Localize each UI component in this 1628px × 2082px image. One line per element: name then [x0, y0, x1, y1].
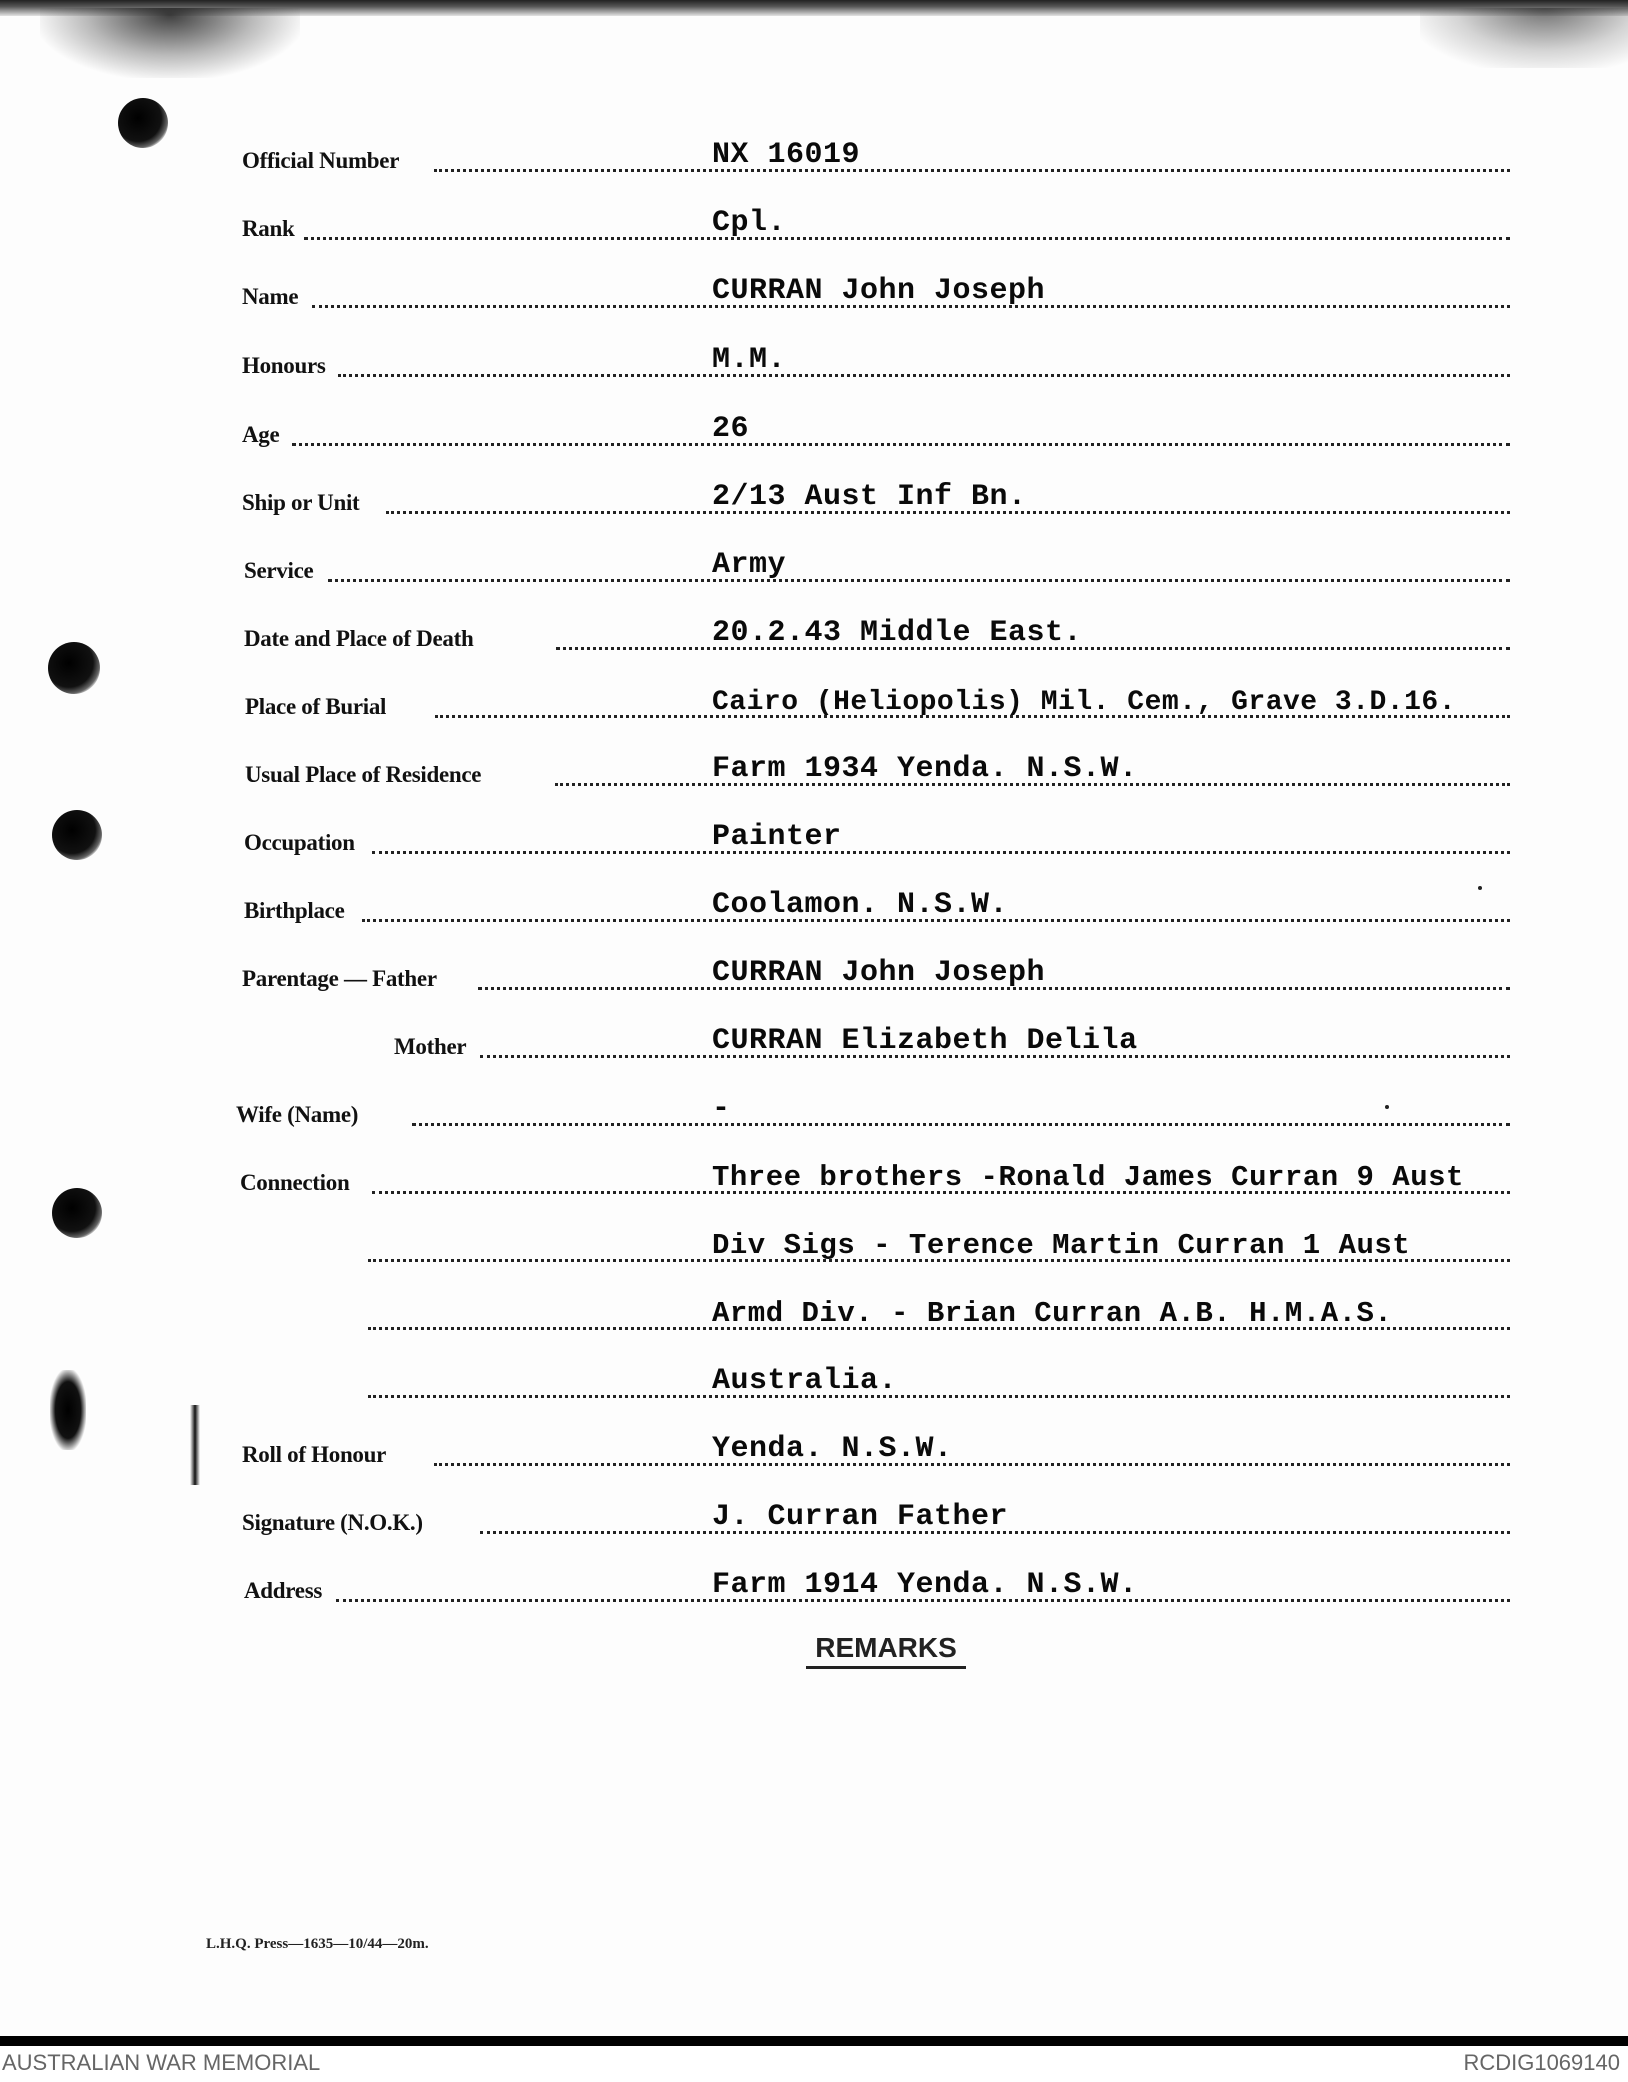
field-value: CURRAN John Joseph	[712, 274, 1046, 308]
field-label: Official Number	[242, 148, 400, 173]
printer-note: L.H.Q. Press—1635—10/44—20m.	[206, 1936, 429, 1952]
field-value: Australia.	[712, 1364, 898, 1398]
field-value: 20.2.43 Middle East.	[712, 616, 1083, 650]
form-row	[0, 208, 1628, 244]
form-row	[0, 754, 1628, 790]
field-value: Farm 1914 Yenda. N.S.W.	[712, 1568, 1138, 1602]
field-label: Name	[242, 284, 299, 309]
field-dotted-line	[412, 1123, 1510, 1126]
scan-speck	[1478, 886, 1482, 890]
field-value: -	[712, 1092, 731, 1126]
form-row	[0, 686, 1628, 722]
field-value: CURRAN Elizabeth Delila	[712, 1024, 1138, 1058]
scan-smudge-left	[40, 8, 300, 78]
field-value: M.M.	[712, 343, 787, 377]
field-label: Occupation	[244, 830, 355, 855]
field-value: Three brothers -Ronald James Curran 9 Aust	[712, 1161, 1464, 1194]
form-row	[0, 1502, 1628, 1538]
field-value: Painter	[712, 820, 842, 854]
footer-institution: AUSTRALIAN WAR MEMORIAL	[2, 2050, 321, 2075]
field-label: Age	[242, 422, 280, 447]
field-label: Birthplace	[244, 898, 345, 923]
form-row	[0, 1570, 1628, 1606]
field-label: Signature (N.O.K.)	[242, 1510, 423, 1535]
form-row	[0, 1230, 1628, 1266]
field-value: Cpl.	[712, 206, 787, 240]
field-label: Roll of Honour	[242, 1442, 387, 1467]
field-label: Parentage — Father	[242, 966, 437, 991]
footer-record-id: RCDIG1069140	[1463, 2050, 1620, 2075]
field-label: Honours	[242, 353, 326, 378]
field-dotted-line	[328, 579, 1510, 582]
scan-bottom-edge	[0, 2036, 1628, 2046]
form-row	[0, 482, 1628, 518]
form-row	[0, 1366, 1628, 1402]
form-row	[0, 1094, 1628, 1130]
field-label: Date and Place of Death	[244, 626, 474, 651]
field-value: Army	[712, 548, 787, 582]
field-label: Place of Burial	[245, 694, 387, 719]
field-value: 2/13 Aust Inf Bn.	[712, 480, 1027, 514]
field-dotted-line	[368, 1395, 1510, 1398]
field-value: NX 16019	[712, 138, 861, 172]
form-row	[0, 1026, 1628, 1062]
field-value: Farm 1934 Yenda. N.S.W.	[712, 752, 1138, 786]
field-value: Div Sigs - Terence Martin Curran 1 Aust	[712, 1229, 1411, 1262]
field-value: Armd Div. - Brian Curran A.B. H.M.A.S.	[712, 1297, 1393, 1330]
form-row	[0, 276, 1628, 312]
field-label: Mother	[394, 1034, 467, 1059]
scan-speck	[1385, 1105, 1389, 1109]
field-label: Rank	[242, 216, 295, 241]
form-row	[0, 1298, 1628, 1334]
field-dotted-line	[292, 443, 1510, 446]
field-value: Yenda. N.S.W.	[712, 1432, 953, 1466]
form-row	[0, 1162, 1628, 1198]
field-value: CURRAN John Joseph	[712, 956, 1046, 990]
field-label: Ship or Unit	[242, 490, 360, 515]
form-row	[0, 345, 1628, 381]
field-value: Coolamon. N.S.W.	[712, 888, 1009, 922]
form-row	[0, 550, 1628, 586]
form-row	[0, 140, 1628, 176]
field-dotted-line	[434, 169, 1510, 172]
field-dotted-line	[372, 851, 1510, 854]
form-row	[0, 1434, 1628, 1470]
field-label: Connection	[240, 1170, 350, 1195]
form-row	[0, 618, 1628, 654]
form-row	[0, 822, 1628, 858]
field-dotted-line	[434, 1463, 1510, 1466]
field-label: Address	[244, 1578, 322, 1603]
field-dotted-line	[304, 237, 1510, 240]
archive-footer	[0, 2046, 1628, 2082]
field-value: 26	[712, 412, 750, 446]
field-value: J. Curran Father	[712, 1500, 1009, 1534]
form-row	[0, 890, 1628, 926]
field-dotted-line	[338, 374, 1510, 377]
form-row	[0, 958, 1628, 994]
field-value: Cairo (Heliopolis) Mil. Cem., Grave 3.D.16.	[712, 687, 1457, 718]
field-label: Usual Place of Residence	[245, 762, 482, 787]
remarks-heading: REMARKS	[806, 1632, 966, 1669]
form-row	[0, 414, 1628, 450]
field-label: Wife (Name)	[236, 1102, 359, 1127]
scan-smudge-right	[1420, 8, 1628, 68]
field-label: Service	[244, 558, 314, 583]
